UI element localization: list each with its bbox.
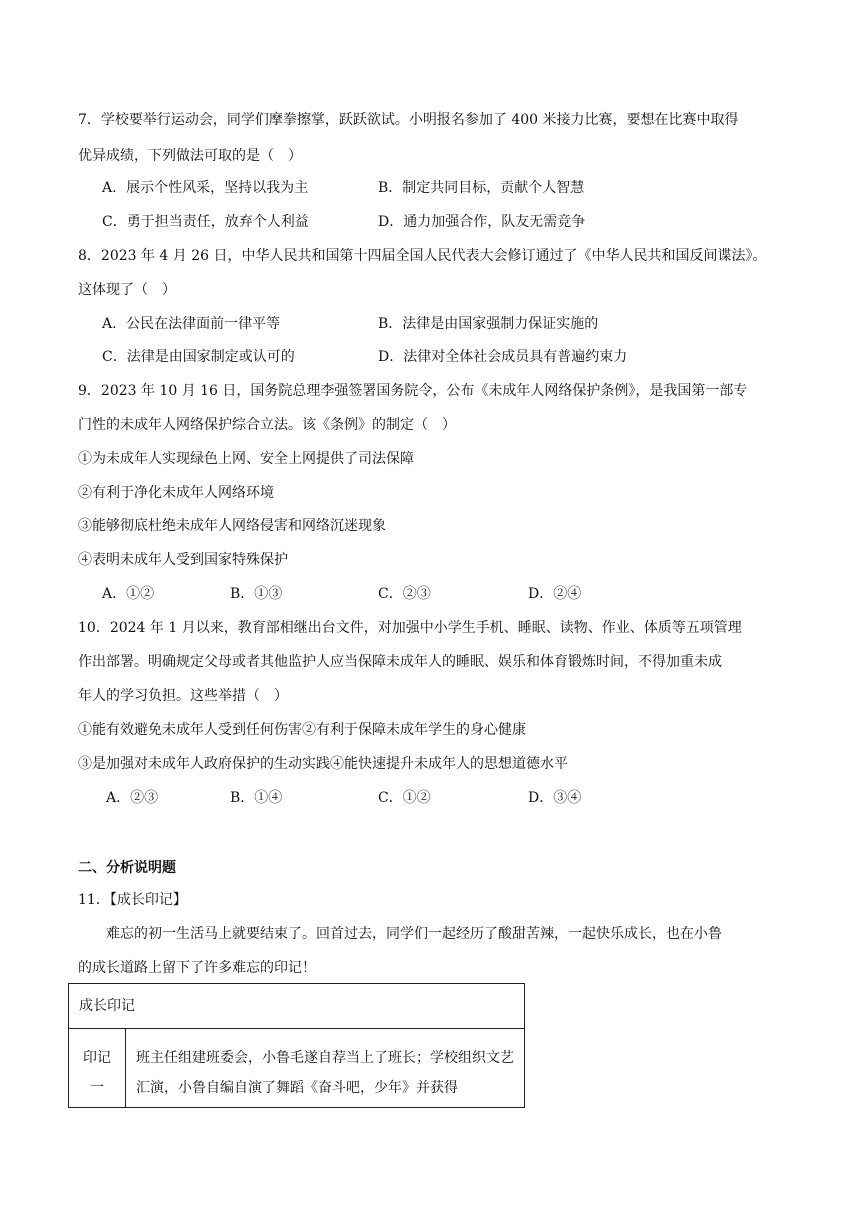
q10-stem-line2: 作出部署。明确规定父母或者其他监护人应当保障未成年人的睡眠、娱乐和体育锻炼时间，不得加重未成 [78, 654, 722, 670]
q10-stem-line1: 10．2024 年 1 月以来，教育部相继出台文件，对加强中小学生手机、睡眠、读物、作业、体质等五项管理 [78, 620, 742, 636]
q9-stem-line2: 门性的未成年人网络保护综合立法。该《条例》的制定（ ） [78, 417, 456, 433]
q9-option-a: A．①② [102, 586, 155, 602]
q11-heading: 11．【成长印记】 [78, 892, 187, 908]
q8-option-a: A．公民在法律面前一律平等 [102, 316, 281, 332]
q9-option-b: B．①③ [230, 586, 283, 602]
q7-option-d: D．通力加强合作，队友无需竞争 [378, 214, 586, 230]
table-row-text: 班主任组建班委会，小鲁毛遂自荐当上了班长；学校组织文艺汇演，小鲁自编自演了舞蹈《奋斗吧，少年》并获得 [126, 1029, 525, 1108]
q10-option-c: C．①② [378, 790, 431, 806]
q8-option-c: C．法律是由国家制定或认可的 [102, 349, 295, 365]
q9-item-3: ③能够彻底杜绝未成年人网络侵害和网络沉迷现象 [78, 518, 386, 534]
q7-stem-line2: 优异成绩，下列做法可取的是（ ） [78, 148, 302, 164]
q10-option-d: D．③④ [528, 790, 582, 806]
table-row-label: 印记一 [69, 1029, 126, 1108]
q7-stem-line1: 7．学校要举行运动会，同学们摩拳擦掌，跃跃欲试。小明报名参加了 400 米接力比赛，要想在比赛中取得 [78, 112, 739, 128]
q10-stem-line3: 年人的学习负担。这些举措（ ） [78, 688, 288, 704]
q7-option-c: C．勇于担当责任，放弃个人利益 [102, 214, 309, 230]
q8-option-d: D．法律对全体社会成员具有普遍约束力 [378, 349, 628, 365]
q8-stem-line1: 8．2023 年 4 月 26 日，中华人民共和国第十四届全国人民代表大会修订通过了《中华人民共和国反间谍法》。 [78, 248, 767, 264]
q9-option-d: D．②④ [528, 586, 582, 602]
q10-item-row1: ①能有效避免未成年人受到任何伤害②有利于保障未成年学生的身心健康 [78, 722, 526, 738]
q9-stem-line1: 9．2023 年 10 月 16 日，国务院总理李强签署国务院令，公布《未成年人网络保护条例》，是我国第一部专 [78, 383, 748, 399]
growth-record-table [68, 983, 525, 1108]
q11-paragraph-line2: 的成长道路上留下了许多难忘的印记！ [78, 960, 316, 976]
q8-stem-line2: 这体现了（ ） [78, 282, 176, 298]
q9-item-2: ②有利于净化未成年人网络环境 [78, 485, 274, 501]
q10-option-a: A．②③ [106, 790, 159, 806]
q7-option-a: A．展示个性风采，坚持以我为主 [102, 180, 309, 196]
table-header: 成长印记 [69, 984, 525, 1029]
q7-option-b: B．制定共同目标，贡献个人智慧 [378, 180, 585, 196]
q9-item-4: ④表明未成年人受到国家特殊保护 [78, 552, 288, 568]
q10-option-b: B．①④ [230, 790, 283, 806]
q9-option-c: C．②③ [378, 586, 431, 602]
section-title: 二、分析说明题 [78, 860, 176, 876]
q11-paragraph-line1: 难忘的初一生活马上就要结束了。回首过去，同学们一起经历了酸甜苦辣，一起快乐成长，也在小鲁 [106, 926, 722, 942]
q8-option-b: B．法律是由国家强制力保证实施的 [378, 316, 599, 332]
q10-item-row2: ③是加强对未成年人政府保护的生动实践④能快速提升未成年人的思想道德水平 [78, 756, 568, 772]
q9-item-1: ①为未成年人实现绿色上网、安全上网提供了司法保障 [78, 451, 414, 467]
